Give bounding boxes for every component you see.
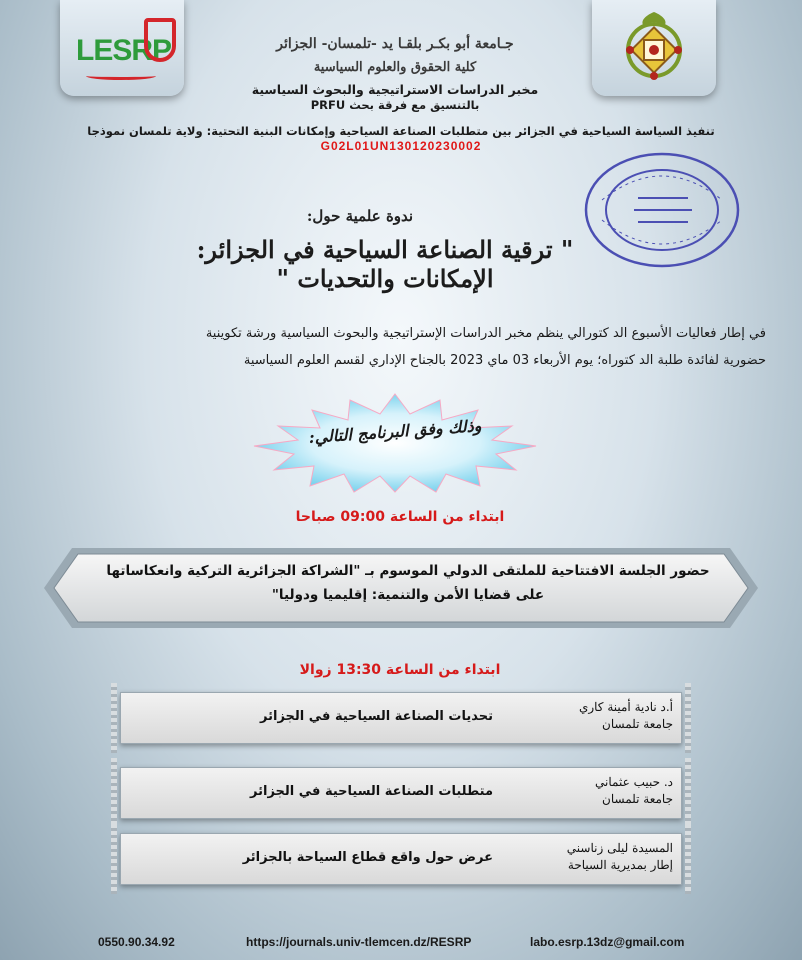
swoosh-icon	[86, 72, 156, 80]
speaker-name: د. حبيب عثماني	[595, 775, 673, 789]
talk-card	[120, 767, 682, 819]
program-caption: وذلك وفق البرنامج التالي:	[308, 415, 482, 448]
project-code: G02L01UN130120230002	[320, 139, 482, 153]
talk-card	[120, 833, 682, 885]
morning-session-time: ابتداء من الساعة 09:00 صباحا	[295, 509, 505, 525]
opening-text-line-2: على قضايا الأمن والتنمية: إقليميا ودوليا"	[271, 586, 545, 603]
opening-text-line-1: حضور الجلسة الافتتاحية للملتقى الدولي الموسوم بـ "الشراكة الجزائرية التركية وانعكاساتها	[106, 563, 710, 579]
research-team: بالتنسيق مع فرقة بحث PRFU	[310, 98, 480, 112]
footer-email-link[interactable]: labo.esrp.13dz@gmail.com	[530, 935, 685, 949]
event-type: ندوة علمية حول:	[306, 207, 414, 225]
event-title: " ترقية الصناعة السياحية في الجزائر: الإمكانات والتحديات "	[196, 235, 574, 293]
university-name: جـامعة أبو بكـر بلقـا يد -تلمسان- الجزائر	[276, 36, 514, 52]
speaker-name: أ.د نادية أمينة كاري	[578, 700, 673, 714]
intro-line-1: في إطار فعاليات الأسبوع الد كتورالي ينظم مخبر الدراسات الإستراتيجية والبحوث السياسية ورشة تكوينية	[205, 326, 766, 341]
talk-title: عرض حول واقع قطاع السياحة بالجزائر	[242, 850, 493, 865]
speaker-affiliation: جامعة تلمسان	[602, 717, 673, 732]
talk-title: تحديات الصناعة السياحية في الجزائر	[260, 709, 493, 724]
afternoon-session-time: ابتداء من الساعة 13:30 زوالا	[299, 662, 501, 678]
opening-session-text	[70, 560, 746, 607]
intro-line-2: حضورية لفائدة طلبة الد كتوراه؛ يوم الأربعاء 03 ماي 2023 بالجناح الإداري لقسم العلوم السياسية	[243, 353, 766, 368]
speaker	[495, 699, 673, 734]
talk-title: متطلبات الصناعة السياحية في الجزائر	[250, 784, 493, 799]
lab-name: مخبر الدراسات الاستراتيجية والبحوث السياسية	[251, 82, 539, 97]
speaker	[495, 774, 673, 809]
talk-card	[120, 692, 682, 744]
speaker	[495, 840, 673, 875]
speaker-affiliation: جامعة تلمسان	[602, 792, 673, 807]
faculty-name: كلية الحقوق والعلوم السياسية	[313, 60, 477, 75]
speaker-name: المسيدة ليلى زناسني	[566, 841, 673, 855]
speaker-affiliation: إطار بمديرية السياحة	[567, 858, 673, 873]
footer-website-link[interactable]: https://journals.univ-tlemcen.dz/RESRP	[246, 935, 472, 949]
lesrp-logo-text: LESRP	[76, 34, 172, 67]
project-title: تنفيذ السياسة السياحية في الجزائر بين متطلبات الصناعة السياحية وإمكانات البنية التحتية: ولاية تلمسان نموذجا	[87, 124, 715, 138]
university-emblem-icon	[620, 6, 688, 86]
footer-phone: 0550.90.34.92	[98, 935, 175, 949]
